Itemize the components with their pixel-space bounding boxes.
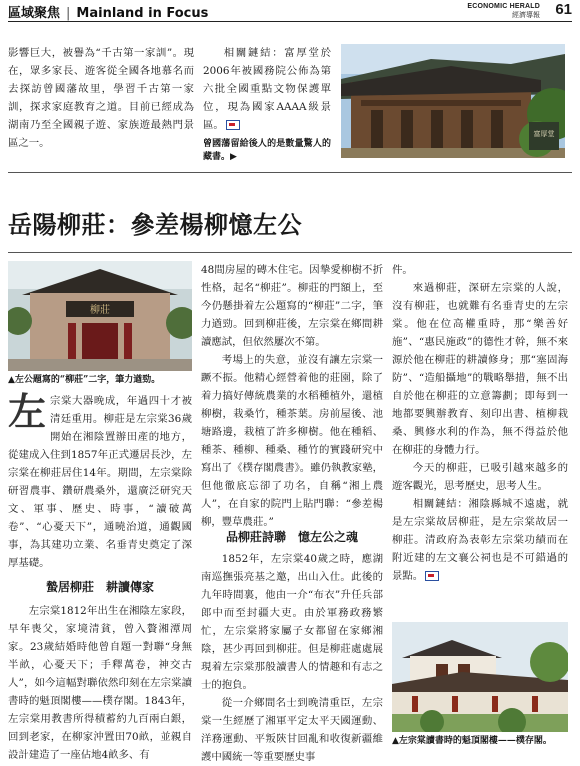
column-3 <box>392 261 568 585</box>
col3-paragraph-3: 今天的柳莊，已吸引越來越多的遊客觀光，思考歷史，思考人生。 <box>392 462 568 492</box>
header-rule <box>8 21 572 22</box>
fuhoutang-sign-text: 富厚堂 <box>533 130 555 138</box>
col2-paragraph-3: 1852年，左宗棠40歲之時，應湖南巡撫張亮基之邀，出山入仕。此後的九年時間裏，他由一介“布衣”升任兵部郎中而至封疆大吏。由於軍務政務繁忙，左宗棠將家屬子女都留在家鄉湘陰，甚少再回到柳莊。但是柳莊處處展現着左宗棠那般讀書人的情趣和有志之士的抱負。 <box>201 553 383 691</box>
photo1-caption: ▲左公題寫的“柳莊”二字，筆力遒勁。 <box>8 375 161 385</box>
fuhoutang-photo <box>341 44 565 158</box>
liuzhuang-gate-photo <box>8 261 192 371</box>
end-mark-icon <box>226 120 240 130</box>
liuzhuang-signboard-text: 柳莊 <box>90 305 110 316</box>
section-divider <box>8 172 572 173</box>
col3-paragraph-2: 來過柳莊，深研左宗棠的人說，沒有柳莊，也就難有名垂青史的左宗棠。他在位高權重時，那“樂善好施”、“惠民施政”的德性才幹，無不來源於他在柳莊的耕讀修身；那“塞固海防”、“造船攝地”的戰略舉措，無不出自於他在柳莊的立意籌劃；即每到一地都要興辦教育、刻印出書、植柳栽桑、興修水利的作為，無不得益於他在柳莊的身體力行。 <box>392 282 568 456</box>
publication-name-en: ECONOMIC HERALD <box>467 3 540 10</box>
top-left-text: 影響巨大，被譽為“千古第一家訓”。現在，眾多家長、遊客從全國各地慕名而去探訪曾國藩故里，學習千古第一家訓，探求家庭教育之道。目前已經成為湖南乃至全國親子遊、家族遊最熱門景區之一。 <box>8 47 194 149</box>
related-link-text <box>203 44 331 134</box>
col3-paragraph-1: 件。 <box>392 264 413 276</box>
title-rule <box>8 252 572 253</box>
col2-paragraph-4: 從一介鄉間名士到晚清重臣，左宗棠一生經歷了湘軍平定太平天國運動、洋務運動、平叛陝甘回亂和收復新疆維護中國統一等重要歷史事 <box>201 697 383 763</box>
column-2-bottom <box>201 550 383 766</box>
intro-text: 宗棠大器晚成，年過四十才被清廷重用。柳莊是左宗棠36歲開始在湘陰置辦田產的地方，從建成入住到1857年正式遷居長沙，左宗棠在柳莊居住14年。期間，左宗棠除研習農事、鑽研農桑外，還廣泛研究天文、軍事、歷史、時事，“讀破萬卷”、“心憂天下”，通曉治道，通觀國事，為其建功立業、名垂青史奠定了深厚基礎。 <box>8 395 192 569</box>
end-mark-icon <box>425 571 439 581</box>
top-middle-column <box>203 44 331 164</box>
column-1 <box>8 389 192 572</box>
header-divider: | <box>66 6 71 21</box>
col2-paragraph-2: 考場上的失意，並沒有讓左宗棠一蹶不振。他精心經營着他的莊園，除了着力搞好傳統農業的水稻種植外，還植柳樹，栽桑竹，種茶葉。房前屋後、池塘路邊，栽植了許多柳樹。他在種稻、種茶、種柳、種桑、種竹的實踐研究中寫出了《樸存閣農書》。雖仍執教家塾，但他徹底忘卻了功名，自稱“湘上農人”，在自家的院門上貼門聯：“參差楊柳，豐草農莊。” <box>201 354 383 528</box>
publication-name-zh: 經濟導報 <box>512 12 540 19</box>
col3-paragraph-4 <box>392 495 568 585</box>
subhead-2: 品柳莊詩聯 憶左公之魂 <box>225 530 358 544</box>
article-title: 岳陽柳莊：參差楊柳憶左公 <box>8 211 302 239</box>
top-photo-caption: 曾國藩留給後人的是數量驚人的藏書。▶ <box>203 139 331 162</box>
col3-related-link: 相關鏈結：湘陰縣城不遠處，就是左宗棠故居柳莊，是左宗棠故居一柳莊。清政府為表彰左宗棠功績而在附近建的左文襄公祠也是不可錯過的景點。 <box>392 498 568 582</box>
section-header <box>8 2 208 21</box>
subhead-1: 蟄居柳莊 耕讀傳家 <box>45 580 154 594</box>
section-title-zh: 區域聚焦 <box>8 6 61 21</box>
intro-paragraph <box>8 389 192 572</box>
column-1-body <box>8 602 192 764</box>
drop-cap: 左 <box>8 389 47 434</box>
related-link-content: 相關鏈結：富厚堂於2006年被國務院公佈為第六批全國重點文物保護單位，現為國家AAAA級景區。 <box>203 47 331 131</box>
col1-body-paragraph: 左宗棠1812年出生在湘陰左家段，早年喪父，家境清貧，曾入贅湘潭周家。23歲結婚時他曾自題一對聯“身無半畝，心憂天下；手釋萬卷，神交古人”，如今這幅對聯依然印刻在左宗棠讀書時的魁頂閣樓——樸存閣。1843年，左宗棠用教書所得積蓄約九百兩白銀，回到老家，在柳家沖置田70畝，並親自設計建造了一座佔地4畝多、有 <box>8 605 192 761</box>
photo3-caption-text: 左宗棠讀書時的魁頂閣樓——樸存閣。 <box>398 736 552 746</box>
top-left-column <box>8 44 194 152</box>
photo3-caption: ▲左宗棠讀書時的魁頂閣樓——樸存閣。 <box>392 736 552 746</box>
section-title-en: Mainland in Focus <box>76 6 209 21</box>
publication-name <box>467 2 540 20</box>
top-photo-caption-text: 曾國藩留給後人的是數量驚人的藏書。 <box>203 139 331 162</box>
pucunge-photo <box>392 622 568 732</box>
photo1-caption-text: 左公題寫的“柳莊”二字，筆力遒勁。 <box>14 375 161 385</box>
page-number: 61 <box>555 1 572 18</box>
column-2-top <box>201 261 383 531</box>
col2-paragraph-1: 48間房屋的磚木住宅。因摯愛柳樹不折性格，起名“柳莊”。柳莊的門額上，至今仍懸掛着左公題寫的“柳莊”二字，筆力遒勁。回到柳莊後，左宗棠在鄉間耕讀應試，但依然屢次不第。 <box>201 264 383 348</box>
